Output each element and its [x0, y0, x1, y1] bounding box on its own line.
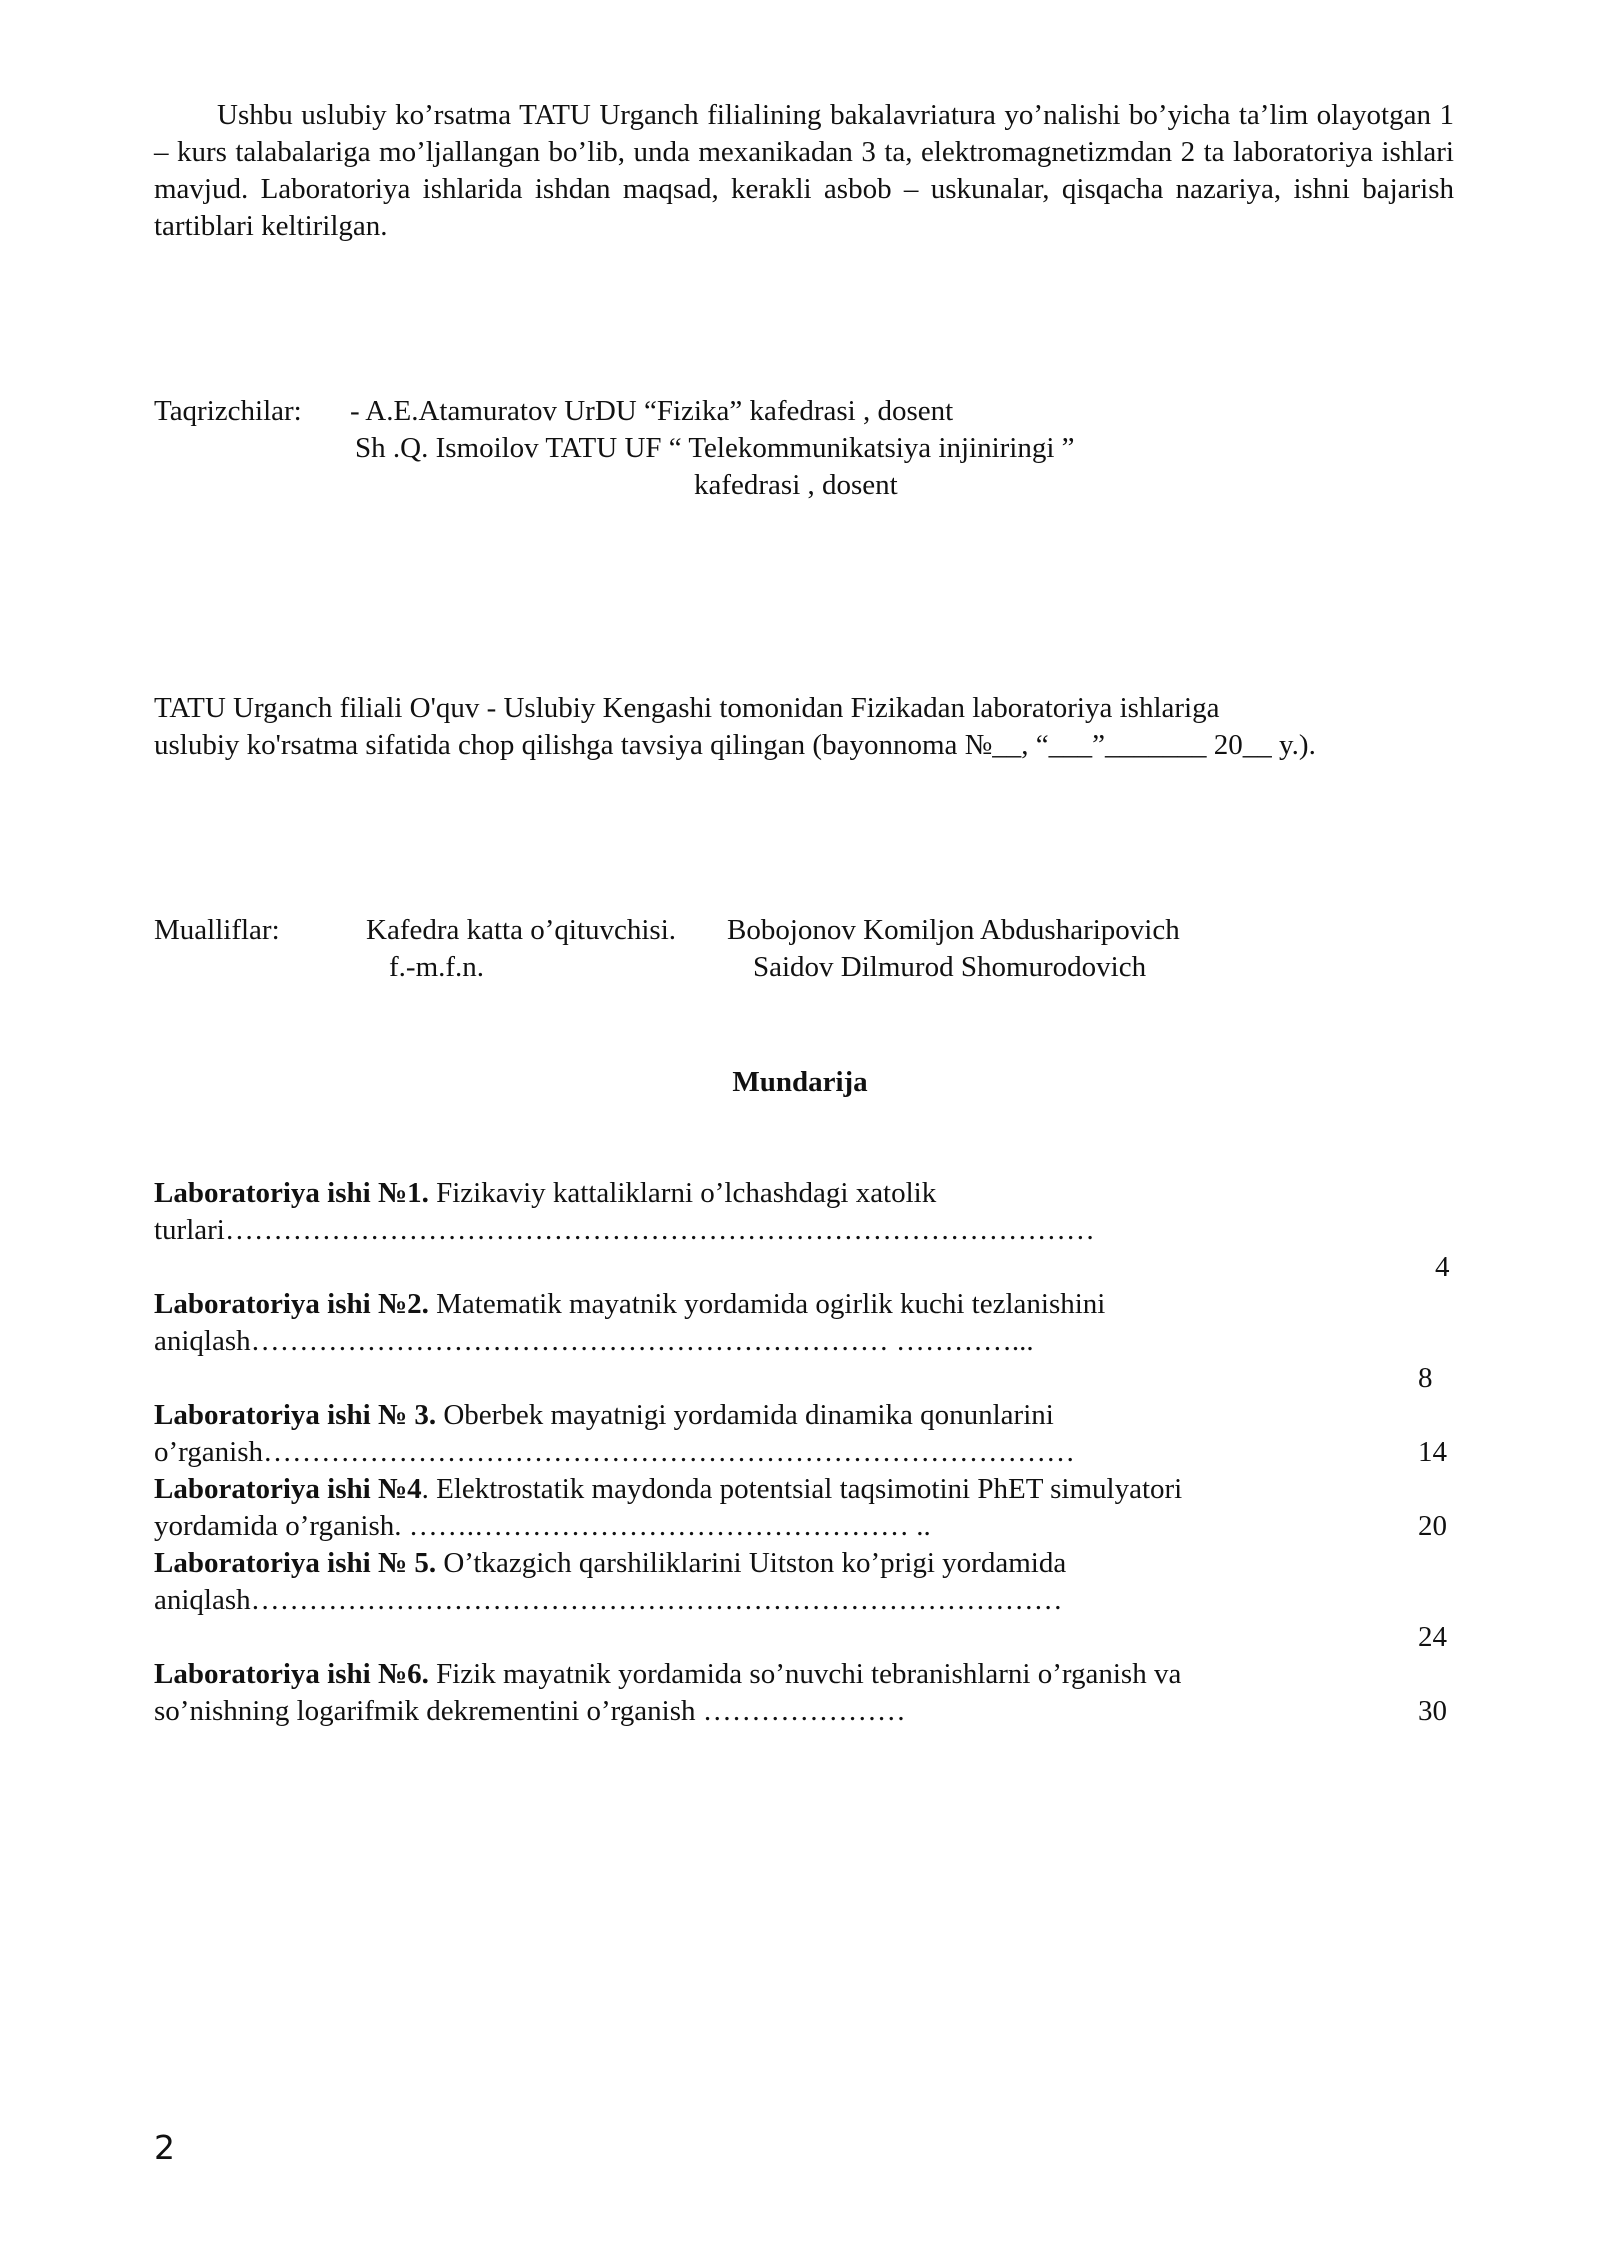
authors-label: Mualliflar: [154, 914, 280, 946]
toc-item-4-line-2: yordamida o’rganish. …….……………………………………… .. [154, 1510, 931, 1542]
toc-item-2-label: Laboratoriya ishi №2. [154, 1288, 429, 1320]
toc-item-6-label: Laboratoriya ishi №6. [154, 1658, 429, 1690]
toc-item-3-line-1 [154, 1397, 1054, 1434]
council-line-2: uslubiy ko'rsatma sifatida chop qilishga tavsiya qilingan (bayonnoma №__, “___”_______ 20__ y.). [154, 729, 1316, 761]
toc-item-3-title: Oberbek mayatnigi yordamida dinamika qonunlarini [436, 1399, 1054, 1431]
reviewer-2-dept: kafedrasi , dosent [694, 469, 898, 501]
council-line-1: TATU Urganch filiali O'quv - Uslubiy Kengashi tomonidan Fizikadan laboratoriya ishlariga [154, 692, 1220, 724]
toc-item-2-line-2: aniqlash………………………………………………………… …………... [154, 1325, 1034, 1357]
toc-item-1-line-2: turlari……………………………………………………………………………… [154, 1214, 1095, 1246]
author-1-role: Kafedra katta o’qituvchisi. [366, 914, 677, 946]
toc-item-5-page: 24 [1418, 1621, 1447, 1653]
toc-item-4-page: 20 [1418, 1510, 1447, 1542]
author-1-name: Bobojonov Komiljon Abdusharipovich [727, 914, 1180, 946]
toc-item-6-line-2: so’nishning logarifmik dekrementini o’rganish ………………… [154, 1695, 906, 1727]
toc-item-5-line-2: aniqlash………………………………………………………………………… [154, 1584, 1063, 1616]
toc-item-2-page: 8 [1418, 1362, 1433, 1394]
toc-title: Mundarija [732, 1066, 868, 1098]
toc-item-2-title: Matematik mayatnik yordamida ogirlik kuchi tezlanishini [428, 1288, 1106, 1320]
toc-item-1-label: Laboratoriya ishi №1. [154, 1177, 429, 1209]
reviewer-2: Sh .Q. Ismoilov TATU UF “ Telekommunikatsiya injiniringi ” [355, 432, 1075, 464]
toc-item-3-label: Laboratoriya ishi № 3. [154, 1399, 437, 1431]
reviewers-label: Taqrizchilar: [154, 395, 302, 427]
toc-item-1-line-1 [154, 1175, 936, 1212]
toc-item-6-line-1 [154, 1656, 1181, 1693]
toc-item-1-page: 4 [1435, 1251, 1450, 1283]
toc-item-4-label: Laboratoriya ishi №4 [154, 1473, 422, 1505]
page-number: 2 [154, 2128, 175, 2167]
toc-item-5-title: O’tkazgich qarshiliklarini Uitston ko’prigi yordamida [436, 1547, 1067, 1579]
intro-paragraph: Ushbu uslubiy ko’rsatma TATU Urganch filialining bakalavriatura yo’nalishi bo’yicha ta’lim olayotgan 1 – kurs talabalariga mo’ljallangan bo’lib, unda mexanikadan 3 ta, elektromagnetizmdan 2 ta laboratoriya ishlari mavjud. Laboratoriya ishlarida ishdan maqsad, kerakli asbob – uskunalar, qisqacha nazariya, ishni bajarish tartiblari keltirilgan. [154, 99, 1454, 242]
toc-item-6-page: 30 [1418, 1695, 1447, 1727]
toc-item-1-title: Fizikaviy kattaliklarni o’lchashdagi xatolik [428, 1177, 937, 1209]
author-2-role: f.-m.f.n. [389, 951, 485, 983]
toc-item-2-line-1 [154, 1286, 1105, 1323]
toc-item-4-line-1 [154, 1471, 1182, 1508]
author-2-name: Saidov Dilmurod Shomurodovich [753, 951, 1147, 983]
toc-item-6-title: Fizik mayatnik yordamida so’nuvchi tebranishlarni o’rganish va [428, 1658, 1182, 1690]
toc-item-5-label: Laboratoriya ishi № 5. [154, 1547, 437, 1579]
toc-item-3-page: 14 [1418, 1436, 1447, 1468]
toc-item-5-line-1 [154, 1545, 1066, 1582]
toc-item-3-line-2: o’rganish………………………………………………………………………… [154, 1436, 1076, 1468]
reviewer-1: - A.E.Atamuratov UrDU “Fizika” kafedrasi , dosent [350, 395, 954, 427]
toc-item-4-title: . Elektrostatik maydonda potentsial taqsimotini PhET simulyatori [421, 1473, 1183, 1505]
